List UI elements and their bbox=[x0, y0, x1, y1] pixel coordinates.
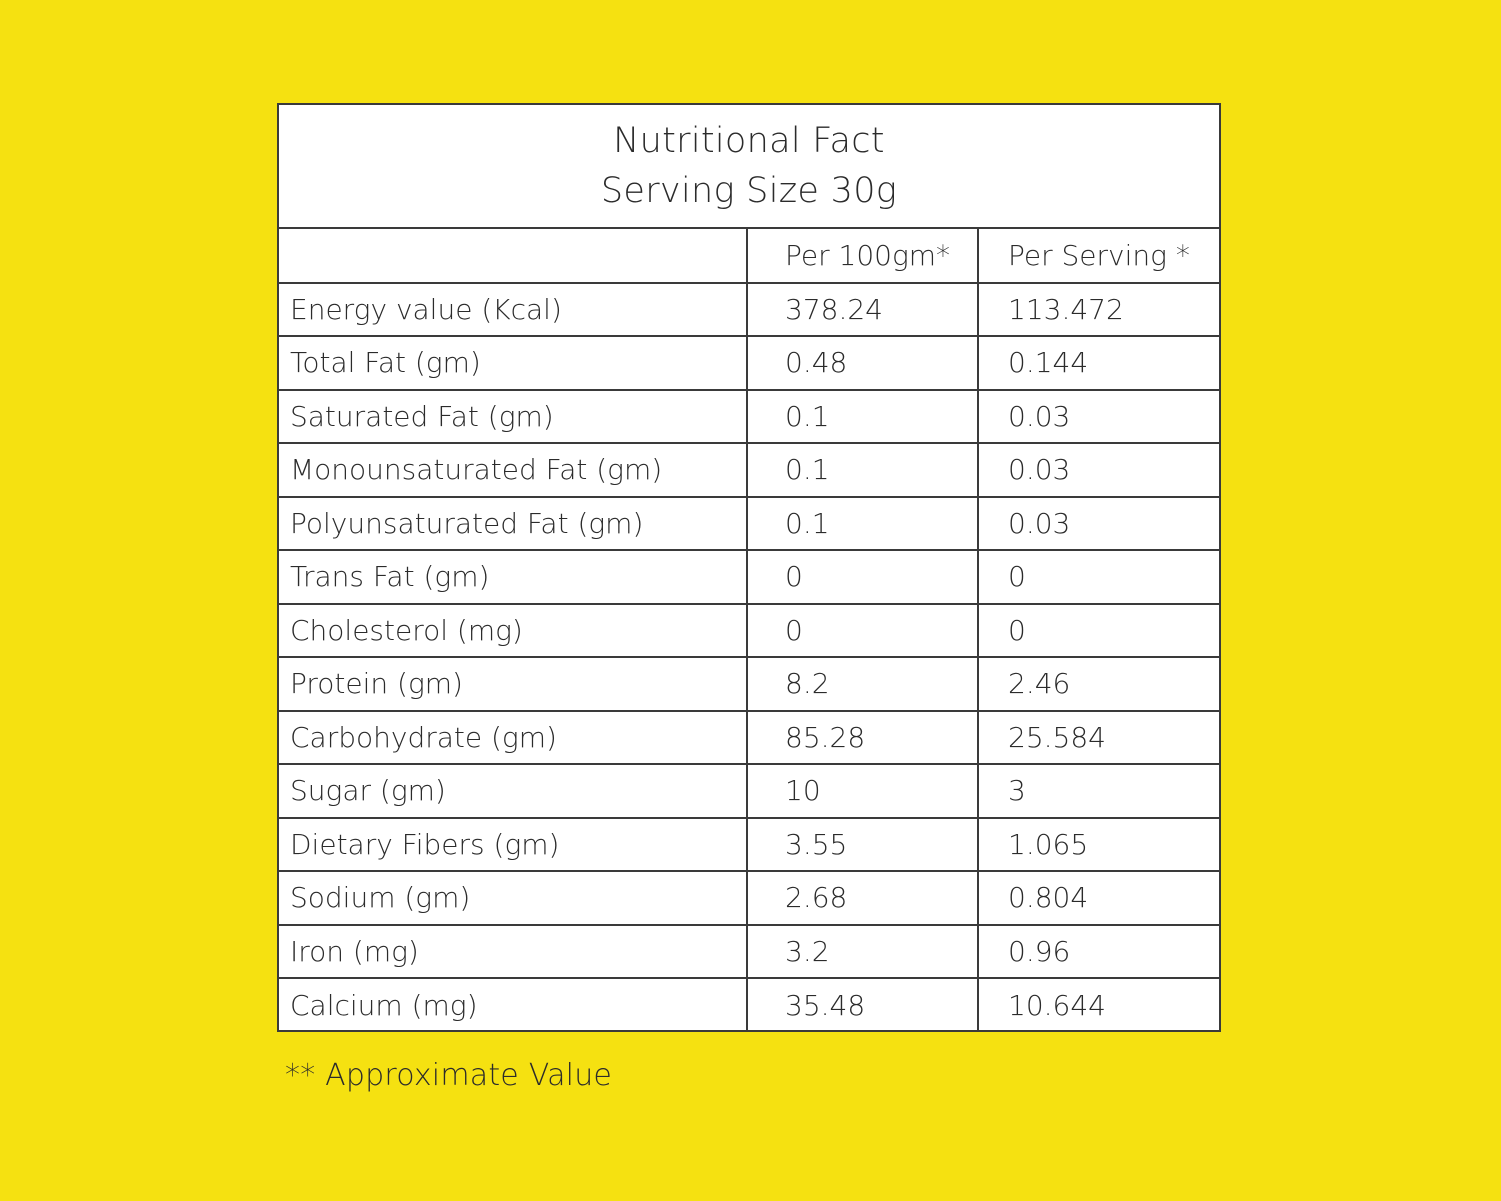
table-row bbox=[279, 497, 1219, 551]
nutrient-name: Sodium (gm) bbox=[279, 871, 747, 925]
value-per-100g: 378.24 bbox=[747, 283, 978, 337]
nutrition-table bbox=[279, 229, 1219, 1032]
footnote: ** Approximate Value bbox=[285, 1058, 613, 1093]
table-row bbox=[279, 390, 1219, 444]
value-per-100g: 2.68 bbox=[747, 871, 978, 925]
value-per-serving: 0.96 bbox=[978, 925, 1219, 979]
table-row bbox=[279, 764, 1219, 818]
table-row bbox=[279, 925, 1219, 979]
table-row bbox=[279, 818, 1219, 872]
value-per-100g: 0.1 bbox=[747, 443, 978, 497]
nutrient-name: Polyunsaturated Fat (gm) bbox=[279, 497, 747, 551]
value-per-100g: 85.28 bbox=[747, 711, 978, 765]
value-per-100g: 0.1 bbox=[747, 390, 978, 444]
value-per-serving: 0.144 bbox=[978, 336, 1219, 390]
table-row bbox=[279, 336, 1219, 390]
table-row bbox=[279, 657, 1219, 711]
nutrient-name: Trans Fat (gm) bbox=[279, 550, 747, 604]
nutrient-name: Monounsaturated Fat (gm) bbox=[279, 443, 747, 497]
label-title: Nutritional Fact bbox=[613, 121, 885, 161]
table-header-row bbox=[279, 229, 1219, 283]
value-per-serving: 25.584 bbox=[978, 711, 1219, 765]
value-per-serving: 10.644 bbox=[978, 978, 1219, 1032]
table-row bbox=[279, 283, 1219, 337]
table-row bbox=[279, 443, 1219, 497]
value-per-100g: 3.2 bbox=[747, 925, 978, 979]
nutrient-name: Dietary Fibers (gm) bbox=[279, 818, 747, 872]
value-per-serving: 2.46 bbox=[978, 657, 1219, 711]
nutrient-name: Calcium (mg) bbox=[290, 988, 478, 1022]
nutrient-name: Iron (mg) bbox=[279, 925, 747, 979]
header-nutrient bbox=[279, 229, 747, 283]
nutrient-name: Energy value (Kcal) bbox=[279, 283, 747, 337]
title-block bbox=[279, 105, 1219, 229]
value-per-serving: 1.065 bbox=[978, 818, 1219, 872]
value-per-serving: 113.472 bbox=[978, 283, 1219, 337]
header-per-100g: Per 100gm* bbox=[747, 229, 978, 283]
table-row bbox=[279, 871, 1219, 925]
nutrient-name: Protein (gm) bbox=[279, 657, 747, 711]
nutrient-name: Carbohydrate (gm) bbox=[279, 711, 747, 765]
serving-size: Serving Size 30g bbox=[600, 171, 898, 211]
value-per-100g: 10 bbox=[747, 764, 978, 818]
value-per-serving: 3 bbox=[978, 764, 1219, 818]
nutrition-facts-panel bbox=[277, 103, 1221, 1032]
value-per-serving: 0 bbox=[978, 550, 1219, 604]
value-per-100g: 8.2 bbox=[747, 657, 978, 711]
nutrient-name: Saturated Fat (gm) bbox=[279, 390, 747, 444]
value-per-100g: 0 bbox=[747, 550, 978, 604]
value-per-serving: 0.804 bbox=[978, 871, 1219, 925]
value-per-100g: 0.48 bbox=[747, 336, 978, 390]
value-per-100g: 0.1 bbox=[747, 497, 978, 551]
value-per-100g: 0 bbox=[747, 604, 978, 658]
nutrient-name: Total Fat (gm) bbox=[279, 336, 747, 390]
nutrition-table-body bbox=[279, 229, 1219, 1032]
value-per-serving: 0.03 bbox=[978, 497, 1219, 551]
nutrient-name: Sugar (gm) bbox=[279, 764, 747, 818]
table-row bbox=[279, 978, 1219, 1032]
value-per-serving: 0.03 bbox=[978, 443, 1219, 497]
table-row bbox=[279, 550, 1219, 604]
value-per-serving: 0 bbox=[978, 604, 1219, 658]
nutrient-name: Cholesterol (mg) bbox=[279, 604, 747, 658]
table-row bbox=[279, 711, 1219, 765]
value-per-100g: 3.55 bbox=[747, 818, 978, 872]
value-per-100g: 35.48 bbox=[747, 978, 978, 1032]
table-row bbox=[279, 604, 1219, 658]
value-per-serving: 0.03 bbox=[978, 390, 1219, 444]
header-per-serving: Per Serving * bbox=[978, 229, 1219, 283]
